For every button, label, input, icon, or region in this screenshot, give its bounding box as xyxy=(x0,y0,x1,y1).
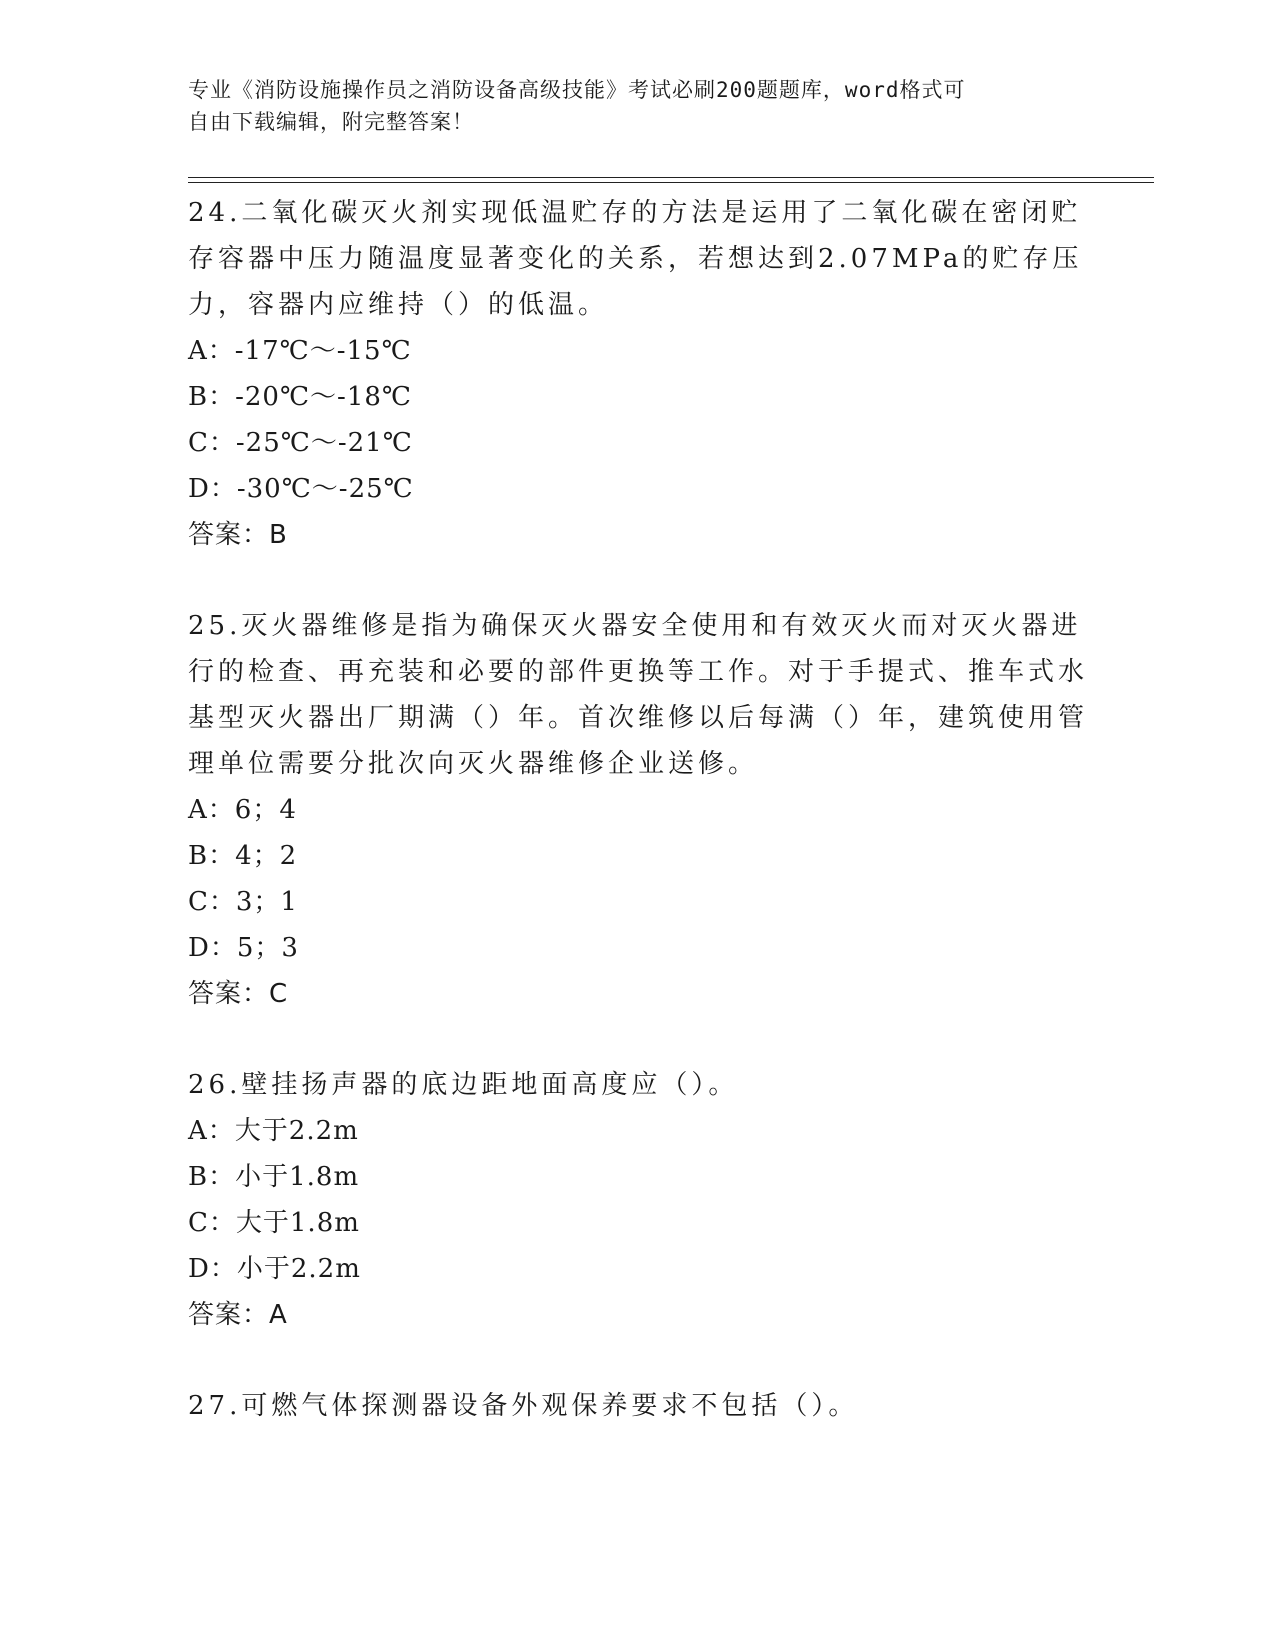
answer: 答案：B xyxy=(188,520,288,550)
question-25 xyxy=(188,603,1088,1017)
question-26 xyxy=(188,1062,1088,1338)
header-divider-top xyxy=(188,177,1154,178)
option-a: A：6；4 xyxy=(188,795,297,825)
question-27 xyxy=(188,1383,1088,1429)
answer: 答案：A xyxy=(188,1300,288,1330)
option-d: D：-30℃～-25℃ xyxy=(188,474,414,504)
option-c: C：-25℃～-21℃ xyxy=(188,428,413,458)
option-c: C：3；1 xyxy=(188,887,298,917)
question-24 xyxy=(188,190,1088,558)
question-list xyxy=(188,190,1088,1474)
option-a: A：-17℃～-15℃ xyxy=(188,336,412,366)
question-stem: 27.可燃气体探测器设备外观保养要求不包括（）。 xyxy=(188,1391,859,1421)
question-stem: 25.灭火器维修是指为确保灭火器安全使用和有效灭火而对灭火器进行的检查、再充装和必要的部件更换等工作。对于手提式、推车式水基型灭火器出厂期满（）年。首次维修以后每满（）年，建筑使用管理单位需要分批次向灭火器维修企业送修。 xyxy=(188,611,1089,779)
option-a: A：大于2.2m xyxy=(188,1116,359,1146)
option-b: B：-20℃～-18℃ xyxy=(188,382,413,412)
option-d: D：小于2.2m xyxy=(188,1254,361,1284)
option-b: B：4；2 xyxy=(188,841,298,871)
option-c: C：大于1.8m xyxy=(188,1208,360,1238)
option-b: B：小于1.8m xyxy=(188,1162,360,1192)
option-d: D：5；3 xyxy=(188,933,299,963)
question-stem: 24.二氧化碳灭火剂实现低温贮存的方法是运用了二氧化碳在密闭贮存容器中压力随温度显著变化的关系，若想达到2.07MPa的贮存压力，容器内应维持（）的低温。 xyxy=(188,198,1083,320)
answer: 答案：C xyxy=(188,979,289,1009)
header-line-1: 专业《消防设施操作员之消防设备高级技能》考试必刷200题题库，word格式可 xyxy=(188,78,966,102)
header-divider-bottom xyxy=(188,182,1154,183)
question-stem: 26.壁挂扬声器的底边距地面高度应（）。 xyxy=(188,1070,739,1100)
document-header xyxy=(188,74,1088,138)
header-line-2: 自由下载编辑，附完整答案！ xyxy=(188,110,474,134)
